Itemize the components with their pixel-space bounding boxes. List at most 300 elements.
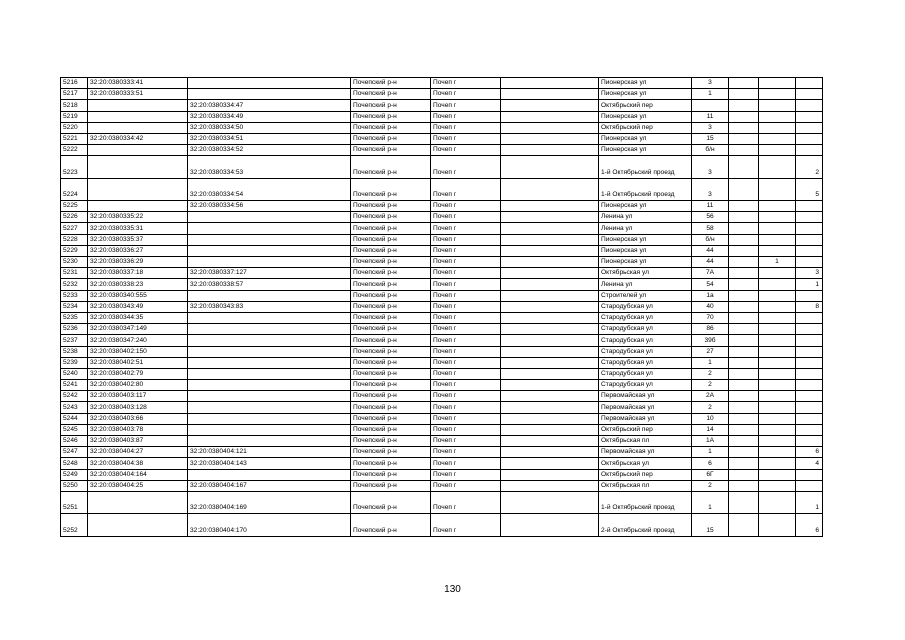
city-cell: Почеп г bbox=[431, 357, 501, 368]
city-cell: Почеп г bbox=[431, 156, 501, 178]
street-cell: Пионерская ул bbox=[599, 234, 692, 245]
linked-cadastral-cell: 32:20:0380404:167 bbox=[188, 480, 351, 491]
house-cell: 3 bbox=[692, 78, 729, 89]
linked-cadastral-cell: 32:20:0380334:50 bbox=[188, 122, 351, 133]
settlement-cell bbox=[501, 391, 599, 402]
building-cell bbox=[729, 514, 759, 536]
table-row bbox=[61, 133, 823, 144]
district-cell: Почепский р-н bbox=[351, 357, 431, 368]
house-cell: 27 bbox=[692, 346, 729, 357]
street-cell: Стародубская ул bbox=[599, 335, 692, 346]
building-cell bbox=[729, 234, 759, 245]
table-row bbox=[61, 223, 823, 234]
apartment-cell bbox=[796, 335, 823, 346]
district-cell: Почепский р-н bbox=[351, 469, 431, 480]
house-cell: 1а bbox=[692, 290, 729, 301]
street-cell: Стародубская ул bbox=[599, 357, 692, 368]
linked-cadastral-cell: 32:20:0380334:53 bbox=[188, 156, 351, 178]
city-cell: Почеп г bbox=[431, 346, 501, 357]
settlement-cell bbox=[501, 178, 599, 200]
row-number-cell: 5246 bbox=[61, 436, 88, 447]
city-cell: Почеп г bbox=[431, 402, 501, 413]
street-cell: Стародубская ул bbox=[599, 346, 692, 357]
cadastral-number-cell: 32:20:0380335:31 bbox=[88, 223, 188, 234]
structure-cell bbox=[759, 335, 796, 346]
district-cell: Почепский р-н bbox=[351, 279, 431, 290]
city-cell: Почеп г bbox=[431, 413, 501, 424]
street-cell: Стародубская ул bbox=[599, 368, 692, 379]
settlement-cell bbox=[501, 156, 599, 178]
building-cell bbox=[729, 346, 759, 357]
settlement-cell bbox=[501, 122, 599, 133]
district-cell: Почепский р-н bbox=[351, 111, 431, 122]
settlement-cell bbox=[501, 234, 599, 245]
city-cell: Почеп г bbox=[431, 111, 501, 122]
apartment-cell: 6 bbox=[796, 447, 823, 458]
street-cell: Строителей ул bbox=[599, 290, 692, 301]
apartment-cell bbox=[796, 111, 823, 122]
structure-cell bbox=[759, 78, 796, 89]
cadastral-number-cell: 32:20:0380403:128 bbox=[88, 402, 188, 413]
linked-cadastral-cell: 32:20:0380334:54 bbox=[188, 178, 351, 200]
district-cell: Почепский р-н bbox=[351, 301, 431, 312]
linked-cadastral-cell bbox=[188, 413, 351, 424]
street-cell: Первомайская ул bbox=[599, 413, 692, 424]
house-cell: 86 bbox=[692, 324, 729, 335]
table-row bbox=[61, 89, 823, 100]
house-cell: 6 bbox=[692, 458, 729, 469]
cadastral-number-cell: 32:20:0380335:22 bbox=[88, 212, 188, 223]
settlement-cell bbox=[501, 145, 599, 156]
apartment-cell bbox=[796, 145, 823, 156]
linked-cadastral-cell bbox=[188, 357, 351, 368]
structure-cell bbox=[759, 301, 796, 312]
building-cell bbox=[729, 402, 759, 413]
apartment-cell bbox=[796, 245, 823, 256]
district-cell: Почепский р-н bbox=[351, 480, 431, 491]
structure-cell bbox=[759, 89, 796, 100]
apartment-cell: 6 bbox=[796, 514, 823, 536]
building-cell bbox=[729, 357, 759, 368]
table-row bbox=[61, 469, 823, 480]
street-cell: Пионерская ул bbox=[599, 133, 692, 144]
district-cell: Почепский р-н bbox=[351, 424, 431, 435]
table-row bbox=[61, 335, 823, 346]
structure-cell bbox=[759, 245, 796, 256]
apartment-cell: 8 bbox=[796, 301, 823, 312]
row-number-cell: 5239 bbox=[61, 357, 88, 368]
settlement-cell bbox=[501, 201, 599, 212]
cadastral-number-cell: 32:20:0380404:38 bbox=[88, 458, 188, 469]
house-cell: 58 bbox=[692, 223, 729, 234]
structure-cell bbox=[759, 312, 796, 323]
house-cell: 2 bbox=[692, 380, 729, 391]
cadastral-number-cell: 32:20:0380402:80 bbox=[88, 380, 188, 391]
house-cell: 39б bbox=[692, 335, 729, 346]
settlement-cell bbox=[501, 346, 599, 357]
apartment-cell: 5 bbox=[796, 178, 823, 200]
table-row bbox=[61, 201, 823, 212]
linked-cadastral-cell bbox=[188, 324, 351, 335]
row-number-cell: 5218 bbox=[61, 100, 88, 111]
row-number-cell: 5231 bbox=[61, 268, 88, 279]
cadastral-number-cell: 32:20:0380333:41 bbox=[88, 78, 188, 89]
district-cell: Почепский р-н bbox=[351, 458, 431, 469]
cadastral-number-cell: 32:20:0380340:555 bbox=[88, 290, 188, 301]
apartment-cell bbox=[796, 346, 823, 357]
district-cell: Почепский р-н bbox=[351, 514, 431, 536]
row-number-cell: 5229 bbox=[61, 245, 88, 256]
table-row bbox=[61, 178, 823, 200]
cadastral-number-cell: 32:20:0380347:149 bbox=[88, 324, 188, 335]
city-cell: Почеп г bbox=[431, 469, 501, 480]
table-row bbox=[61, 257, 823, 268]
house-cell: 15 bbox=[692, 514, 729, 536]
cadastral-number-cell bbox=[88, 145, 188, 156]
settlement-cell bbox=[501, 447, 599, 458]
street-cell: Первомайская ул bbox=[599, 402, 692, 413]
structure-cell: 1 bbox=[759, 257, 796, 268]
settlement-cell bbox=[501, 279, 599, 290]
building-cell bbox=[729, 290, 759, 301]
cadastral-number-cell bbox=[88, 100, 188, 111]
row-number-cell: 5227 bbox=[61, 223, 88, 234]
building-cell bbox=[729, 312, 759, 323]
row-number-cell: 5216 bbox=[61, 78, 88, 89]
cadastral-number-cell bbox=[88, 111, 188, 122]
building-cell bbox=[729, 391, 759, 402]
district-cell: Почепский р-н bbox=[351, 245, 431, 256]
row-number-cell: 5219 bbox=[61, 111, 88, 122]
apartment-cell bbox=[796, 122, 823, 133]
structure-cell bbox=[759, 223, 796, 234]
table-row bbox=[61, 234, 823, 245]
street-cell: Октябрьский пер bbox=[599, 100, 692, 111]
city-cell: Почеп г bbox=[431, 368, 501, 379]
settlement-cell bbox=[501, 413, 599, 424]
settlement-cell bbox=[501, 100, 599, 111]
district-cell: Почепский р-н bbox=[351, 324, 431, 335]
building-cell bbox=[729, 268, 759, 279]
cadastral-number-cell: 32:20:0380404:25 bbox=[88, 480, 188, 491]
apartment-cell bbox=[796, 357, 823, 368]
cadastral-number-cell: 32:20:0380402:51 bbox=[88, 357, 188, 368]
linked-cadastral-cell bbox=[188, 223, 351, 234]
city-cell: Почеп г bbox=[431, 201, 501, 212]
cadastral-number-cell: 32:20:0380403:78 bbox=[88, 424, 188, 435]
district-cell: Почепский р-н bbox=[351, 436, 431, 447]
building-cell bbox=[729, 335, 759, 346]
row-number-cell: 5233 bbox=[61, 290, 88, 301]
settlement-cell bbox=[501, 312, 599, 323]
building-cell bbox=[729, 178, 759, 200]
linked-cadastral-cell: 32:20:0380404:170 bbox=[188, 514, 351, 536]
table-row bbox=[61, 458, 823, 469]
table-row bbox=[61, 402, 823, 413]
settlement-cell bbox=[501, 402, 599, 413]
row-number-cell: 5235 bbox=[61, 312, 88, 323]
table-row bbox=[61, 380, 823, 391]
row-number-cell: 5252 bbox=[61, 514, 88, 536]
apartment-cell: 2 bbox=[796, 156, 823, 178]
linked-cadastral-cell bbox=[188, 78, 351, 89]
structure-cell bbox=[759, 234, 796, 245]
table-row bbox=[61, 212, 823, 223]
settlement-cell bbox=[501, 290, 599, 301]
apartment-cell: 4 bbox=[796, 458, 823, 469]
row-number-cell: 5234 bbox=[61, 301, 88, 312]
district-cell: Почепский р-н bbox=[351, 380, 431, 391]
district-cell: Почепский р-н bbox=[351, 290, 431, 301]
cadastral-number-cell: 32:20:0380343:49 bbox=[88, 301, 188, 312]
street-cell: Пионерская ул bbox=[599, 89, 692, 100]
cadastral-number-cell: 32:20:0380336:27 bbox=[88, 245, 188, 256]
house-cell: 2 bbox=[692, 402, 729, 413]
settlement-cell bbox=[501, 424, 599, 435]
city-cell: Почеп г bbox=[431, 257, 501, 268]
city-cell: Почеп г bbox=[431, 212, 501, 223]
settlement-cell bbox=[501, 380, 599, 391]
cadastral-number-cell: 32:20:0380404:27 bbox=[88, 447, 188, 458]
street-cell: Октябрьский пер bbox=[599, 469, 692, 480]
row-number-cell: 5222 bbox=[61, 145, 88, 156]
settlement-cell bbox=[501, 301, 599, 312]
linked-cadastral-cell bbox=[188, 424, 351, 435]
district-cell: Почепский р-н bbox=[351, 268, 431, 279]
district-cell: Почепский р-н bbox=[351, 201, 431, 212]
building-cell bbox=[729, 78, 759, 89]
district-cell: Почепский р-н bbox=[351, 402, 431, 413]
street-cell: Октябрьская ул bbox=[599, 458, 692, 469]
city-cell: Почеп г bbox=[431, 78, 501, 89]
structure-cell bbox=[759, 357, 796, 368]
structure-cell bbox=[759, 133, 796, 144]
row-number-cell: 5232 bbox=[61, 279, 88, 290]
building-cell bbox=[729, 145, 759, 156]
settlement-cell bbox=[501, 480, 599, 491]
apartment-cell bbox=[796, 436, 823, 447]
row-number-cell: 5230 bbox=[61, 257, 88, 268]
linked-cadastral-cell bbox=[188, 257, 351, 268]
settlement-cell bbox=[501, 257, 599, 268]
city-cell: Почеп г bbox=[431, 480, 501, 491]
row-number-cell: 5240 bbox=[61, 368, 88, 379]
linked-cadastral-cell: 32:20:0380334:56 bbox=[188, 201, 351, 212]
structure-cell bbox=[759, 279, 796, 290]
cadastral-number-cell: 32:20:0380333:51 bbox=[88, 89, 188, 100]
apartment-cell bbox=[796, 469, 823, 480]
house-cell: 14 bbox=[692, 424, 729, 435]
street-cell: Стародубская ул bbox=[599, 380, 692, 391]
building-cell bbox=[729, 469, 759, 480]
structure-cell bbox=[759, 469, 796, 480]
row-number-cell: 5237 bbox=[61, 335, 88, 346]
settlement-cell bbox=[501, 245, 599, 256]
city-cell: Почеп г bbox=[431, 391, 501, 402]
cadastral-number-cell: 32:20:0380402:150 bbox=[88, 346, 188, 357]
apartment-cell bbox=[796, 402, 823, 413]
city-cell: Почеп г bbox=[431, 100, 501, 111]
settlement-cell bbox=[501, 78, 599, 89]
linked-cadastral-cell: 32:20:0380404:143 bbox=[188, 458, 351, 469]
house-cell: 70 bbox=[692, 312, 729, 323]
settlement-cell bbox=[501, 212, 599, 223]
row-number-cell: 5225 bbox=[61, 201, 88, 212]
table-row bbox=[61, 447, 823, 458]
linked-cadastral-cell bbox=[188, 469, 351, 480]
structure-cell bbox=[759, 268, 796, 279]
linked-cadastral-cell bbox=[188, 402, 351, 413]
structure-cell bbox=[759, 436, 796, 447]
row-number-cell: 5250 bbox=[61, 480, 88, 491]
cadastral-number-cell: 32:20:0380338:23 bbox=[88, 279, 188, 290]
settlement-cell bbox=[501, 335, 599, 346]
apartment-cell bbox=[796, 324, 823, 335]
city-cell: Почеп г bbox=[431, 89, 501, 100]
house-cell: б/н bbox=[692, 145, 729, 156]
building-cell bbox=[729, 156, 759, 178]
structure-cell bbox=[759, 480, 796, 491]
settlement-cell bbox=[501, 89, 599, 100]
building-cell bbox=[729, 324, 759, 335]
cadastral-number-cell: 32:20:0380344:35 bbox=[88, 312, 188, 323]
structure-cell bbox=[759, 402, 796, 413]
city-cell: Почеп г bbox=[431, 301, 501, 312]
building-cell bbox=[729, 436, 759, 447]
cadastral-number-cell bbox=[88, 178, 188, 200]
street-cell: 2-й Октябрьский проезд bbox=[599, 514, 692, 536]
city-cell: Почеп г bbox=[431, 436, 501, 447]
district-cell: Почепский р-н bbox=[351, 89, 431, 100]
apartment-cell bbox=[796, 223, 823, 234]
structure-cell bbox=[759, 491, 796, 513]
district-cell: Почепский р-н bbox=[351, 312, 431, 323]
house-cell: 2А bbox=[692, 391, 729, 402]
apartment-cell bbox=[796, 391, 823, 402]
structure-cell bbox=[759, 413, 796, 424]
street-cell: Стародубская ул bbox=[599, 301, 692, 312]
house-cell: 3 bbox=[692, 178, 729, 200]
structure-cell bbox=[759, 324, 796, 335]
linked-cadastral-cell: 32:20:0380343:83 bbox=[188, 301, 351, 312]
building-cell bbox=[729, 89, 759, 100]
city-cell: Почеп г bbox=[431, 122, 501, 133]
linked-cadastral-cell: 32:20:0380334:52 bbox=[188, 145, 351, 156]
house-cell: 2 bbox=[692, 480, 729, 491]
district-cell: Почепский р-н bbox=[351, 413, 431, 424]
table-row bbox=[61, 145, 823, 156]
structure-cell bbox=[759, 346, 796, 357]
district-cell: Почепский р-н bbox=[351, 257, 431, 268]
house-cell: 15 bbox=[692, 133, 729, 144]
structure-cell bbox=[759, 122, 796, 133]
apartment-cell bbox=[796, 424, 823, 435]
house-cell: 6Г bbox=[692, 469, 729, 480]
city-cell: Почеп г bbox=[431, 335, 501, 346]
table-row bbox=[61, 424, 823, 435]
building-cell bbox=[729, 133, 759, 144]
linked-cadastral-cell bbox=[188, 89, 351, 100]
settlement-cell bbox=[501, 436, 599, 447]
cadastral-number-cell: 32:20:0380347:240 bbox=[88, 335, 188, 346]
linked-cadastral-cell: 32:20:0380334:51 bbox=[188, 133, 351, 144]
structure-cell bbox=[759, 178, 796, 200]
structure-cell bbox=[759, 368, 796, 379]
street-cell: Пионерская ул bbox=[599, 257, 692, 268]
row-number-cell: 5245 bbox=[61, 424, 88, 435]
structure-cell bbox=[759, 447, 796, 458]
city-cell: Почеп г bbox=[431, 380, 501, 391]
house-cell: 54 bbox=[692, 279, 729, 290]
linked-cadastral-cell: 32:20:0380404:121 bbox=[188, 447, 351, 458]
street-cell: Ленина ул bbox=[599, 212, 692, 223]
house-cell: 3 bbox=[692, 156, 729, 178]
row-number-cell: 5220 bbox=[61, 122, 88, 133]
table-row bbox=[61, 111, 823, 122]
district-cell: Почепский р-н bbox=[351, 391, 431, 402]
apartment-cell bbox=[796, 89, 823, 100]
table-row bbox=[61, 78, 823, 89]
table-row bbox=[61, 100, 823, 111]
apartment-cell: 3 bbox=[796, 268, 823, 279]
house-cell bbox=[692, 100, 729, 111]
building-cell bbox=[729, 201, 759, 212]
district-cell: Почепский р-н bbox=[351, 145, 431, 156]
table-row bbox=[61, 368, 823, 379]
cadastral-number-cell: 32:20:0380335:37 bbox=[88, 234, 188, 245]
table-row bbox=[61, 156, 823, 178]
house-cell: 2 bbox=[692, 368, 729, 379]
building-cell bbox=[729, 491, 759, 513]
building-cell bbox=[729, 380, 759, 391]
apartment-cell bbox=[796, 480, 823, 491]
apartment-cell bbox=[796, 78, 823, 89]
structure-cell bbox=[759, 145, 796, 156]
building-cell bbox=[729, 223, 759, 234]
house-cell: 3 bbox=[692, 122, 729, 133]
apartment-cell: 1 bbox=[796, 491, 823, 513]
apartment-cell bbox=[796, 380, 823, 391]
city-cell: Почеп г bbox=[431, 324, 501, 335]
settlement-cell bbox=[501, 458, 599, 469]
district-cell: Почепский р-н bbox=[351, 223, 431, 234]
structure-cell bbox=[759, 212, 796, 223]
street-cell: Октябрьский пер bbox=[599, 122, 692, 133]
street-cell: 1-й Октябрьский проезд bbox=[599, 178, 692, 200]
row-number-cell: 5226 bbox=[61, 212, 88, 223]
structure-cell bbox=[759, 424, 796, 435]
building-cell bbox=[729, 257, 759, 268]
row-number-cell: 5251 bbox=[61, 491, 88, 513]
row-number-cell: 5249 bbox=[61, 469, 88, 480]
house-cell: 11 bbox=[692, 111, 729, 122]
city-cell: Почеп г bbox=[431, 312, 501, 323]
linked-cadastral-cell: 32:20:0380334:47 bbox=[188, 100, 351, 111]
district-cell: Почепский р-н bbox=[351, 234, 431, 245]
city-cell: Почеп г bbox=[431, 223, 501, 234]
structure-cell bbox=[759, 391, 796, 402]
street-cell: Стародубская ул bbox=[599, 312, 692, 323]
linked-cadastral-cell bbox=[188, 245, 351, 256]
city-cell: Почеп г bbox=[431, 447, 501, 458]
settlement-cell bbox=[501, 491, 599, 513]
row-number-cell: 5217 bbox=[61, 89, 88, 100]
settlement-cell bbox=[501, 223, 599, 234]
district-cell: Почепский р-н bbox=[351, 212, 431, 223]
row-number-cell: 5228 bbox=[61, 234, 88, 245]
row-number-cell: 5236 bbox=[61, 324, 88, 335]
table-row bbox=[61, 346, 823, 357]
